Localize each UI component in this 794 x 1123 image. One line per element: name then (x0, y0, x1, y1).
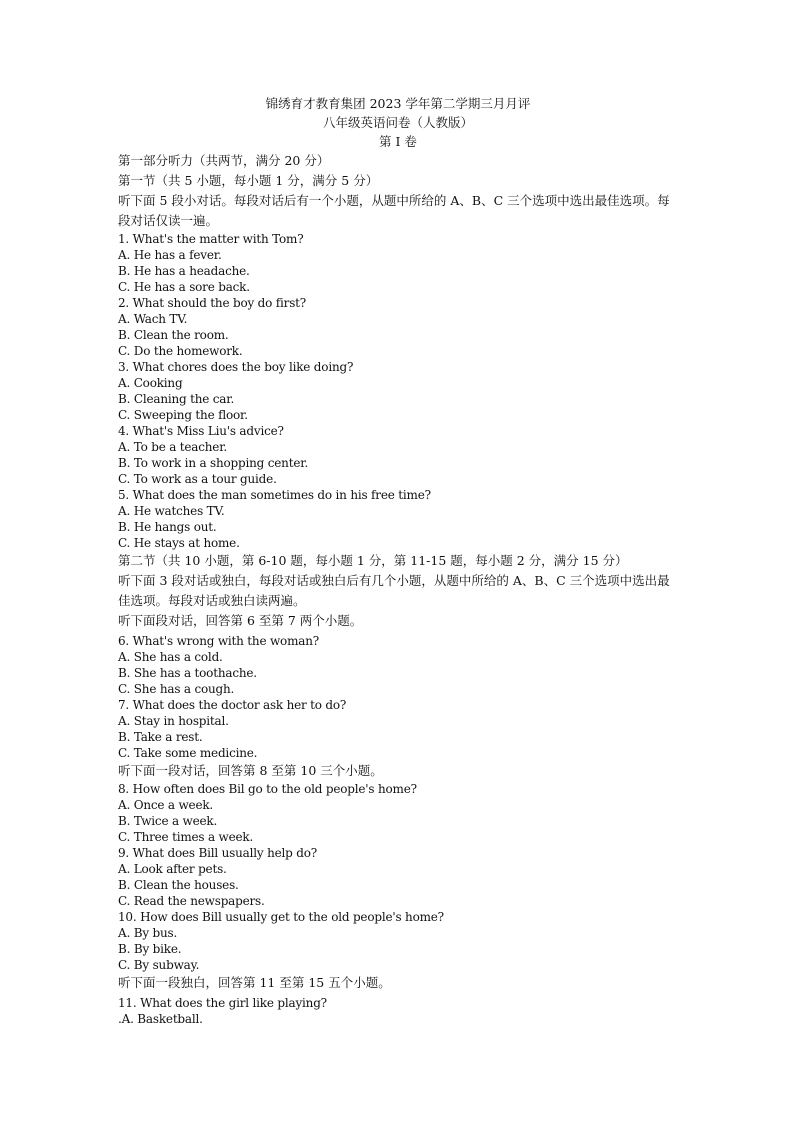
option-b: B. She has a toothache. (118, 666, 257, 680)
part-title: 第一部分听力（共两节，满分 20 分） (118, 153, 330, 168)
question-item (118, 909, 678, 973)
section-title: 第一节（共 5 小题，每小题 1 分，满分 5 分） (118, 173, 379, 188)
option-a: A. Look after pets. (118, 862, 227, 876)
question-text: 4. What's Miss Liu's advice? (118, 424, 284, 438)
option-a: A. Cooking (118, 376, 183, 390)
group-note: 听下面一段对话，回答第 8 至第 10 三个小题。 (118, 763, 383, 778)
option-a: A. Wach TV. (118, 312, 188, 326)
exam-header (118, 94, 678, 151)
question-item (118, 845, 678, 909)
option-c: C. She has a cough. (118, 682, 235, 696)
section-title: 第二节（共 10 小题，第 6-10 题，每小题 1 分，第 11-15 题，每小题 2 分，满分 15 分） (118, 553, 628, 568)
question-item (118, 633, 678, 697)
section-instruction: 听下面 3 段对话或独白，每段对话或独白后有几个小题，从题中所给的 A、B、C 三个选项中选出最佳选项。每段对话或独白读两遍。 (118, 573, 670, 608)
exam-page (118, 94, 678, 1027)
group-note: 听下面一段独白，回答第 11 至第 15 五个小题。 (118, 975, 391, 990)
question-text: 3. What chores does the boy like doing? (118, 360, 354, 374)
section-instruction: 听下面 5 段小对话。每段对话后有一个小题，从题中所给的 A、B、C 三个选项中选出最佳选项。每段对话仅读一遍。 (118, 193, 670, 228)
question-text: 11. What does the girl like playing? (118, 996, 327, 1010)
option-b: B. Clean the houses. (118, 878, 239, 892)
question-text: 8. How often does Bil go to the old people's home? (118, 782, 417, 796)
volume-label: 第 I 卷 (379, 134, 417, 149)
option-c: C. Read the newspapers. (118, 894, 265, 908)
option-b: B. He has a headache. (118, 264, 250, 278)
option-a: A. He watches TV. (118, 504, 225, 518)
question-text: 5. What does the man sometimes do in his free time? (118, 488, 431, 502)
option-c: C. Take some medicine. (118, 746, 258, 760)
option-a: A. She has a cold. (118, 650, 223, 664)
option-c: C. By subway. (118, 958, 200, 972)
question-list (118, 231, 678, 551)
option-b: B. Twice a week. (118, 814, 218, 828)
option-c: C. To work as a tour guide. (118, 472, 277, 486)
option-a: A. Once a week. (118, 798, 214, 812)
option-b: B. He hangs out. (118, 520, 217, 534)
question-text: 1. What's the matter with Tom? (118, 232, 304, 246)
option-a: A. Stay in hospital. (118, 714, 229, 728)
option-b: B. By bike. (118, 942, 182, 956)
question-list (118, 995, 678, 1027)
question-text: 9. What does Bill usually help do? (118, 846, 317, 860)
option-c: C. He has a sore back. (118, 280, 250, 294)
option-b: B. Take a rest. (118, 730, 203, 744)
question-text: 10. How does Bill usually get to the old people's home? (118, 910, 444, 924)
question-text: 7. What does the doctor ask her to do? (118, 698, 347, 712)
question-item (118, 781, 678, 845)
question-item (118, 995, 678, 1027)
option-a: .A. Basketball. (118, 1012, 203, 1026)
question-item (118, 295, 678, 359)
question-list (118, 633, 678, 761)
group-note: 听下面段对话，回答第 6 至第 7 两个小题。 (118, 613, 363, 628)
option-c: C. Three times a week. (118, 830, 254, 844)
option-c: C. Do the homework. (118, 344, 243, 358)
option-b: B. Clean the room. (118, 328, 229, 342)
option-b: B. Cleaning the car. (118, 392, 235, 406)
option-b: B. To work in a shopping center. (118, 456, 309, 470)
question-text: 6. What's wrong with the woman? (118, 634, 319, 648)
exam-title: 锦绣育才教育集团 2023 学年第二学期三月月评 (265, 96, 531, 111)
option-c: C. Sweeping the floor. (118, 408, 248, 422)
exam-subtitle: 八年级英语问卷（人教版） (322, 115, 473, 130)
question-item (118, 359, 678, 423)
question-list (118, 781, 678, 973)
question-item (118, 697, 678, 761)
question-item (118, 423, 678, 487)
option-c: C. He stays at home. (118, 536, 240, 550)
question-item (118, 487, 678, 551)
option-a: A. By bus. (118, 926, 178, 940)
question-item (118, 231, 678, 295)
option-a: A. He has a fever. (118, 248, 222, 262)
option-a: A. To be a teacher. (118, 440, 228, 454)
question-text: 2. What should the boy do first? (118, 296, 307, 310)
